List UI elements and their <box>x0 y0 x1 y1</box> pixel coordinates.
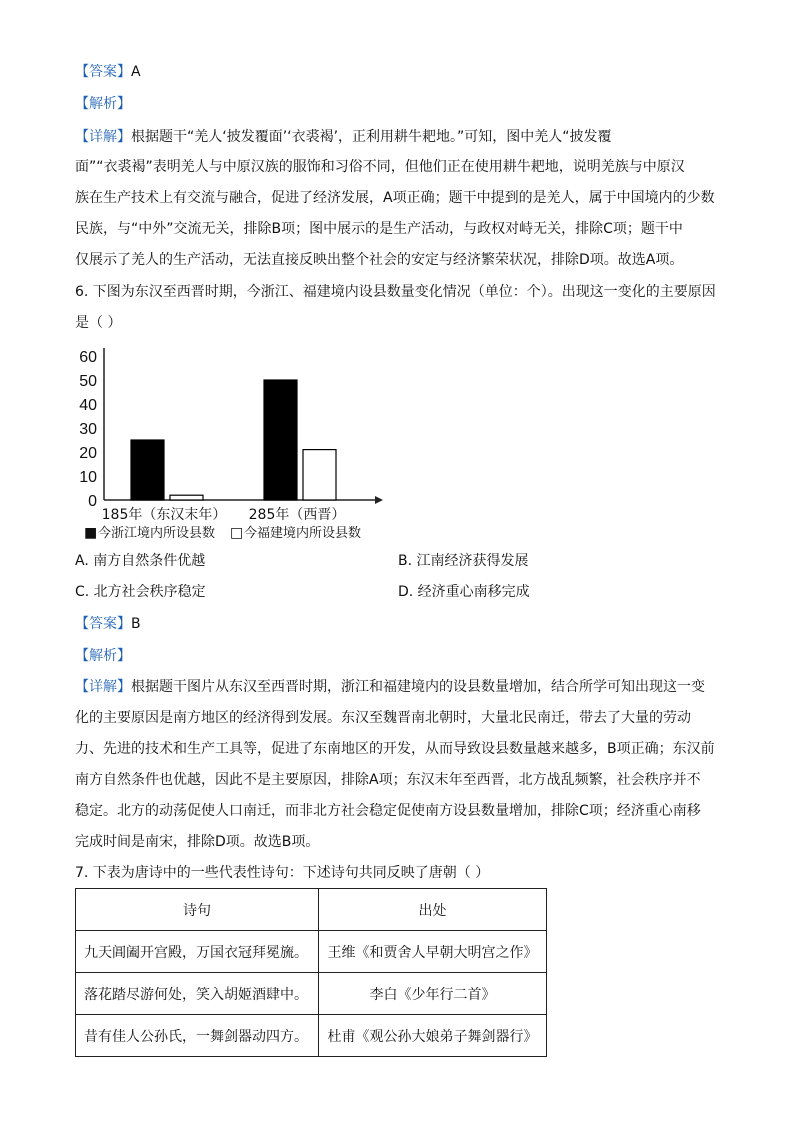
bar <box>170 495 203 500</box>
q5-detail-line-3: 族在生产技术上有交流与融合，促进了经济发展，A项正确；题干中提到的是羌人，属于中国境内的少数 <box>75 190 715 206</box>
q6-detail-line-4: 南方自然条件也优越，因此不是主要原因，排除A项；东汉末年至西晋，北方战乱频繁，社会秩序并不 <box>75 772 701 788</box>
x-axis-arrow <box>375 496 383 504</box>
bar <box>131 440 164 500</box>
q5-detail-line-2: 面”“衣裘褐”表明羌人与中原汉族的服饰和习俗不同，但他们正在使用耕牛耙地，说明羌族与中原汉 <box>75 159 685 175</box>
q5-detail-line-5: 仅展示了羌人的生产活动，无法直接反映出整个社会的安定与经济繁荣状况，排除D项。故选A项。 <box>75 252 684 268</box>
bar <box>303 450 336 500</box>
q6-answer: 【答案】B <box>75 616 141 632</box>
q5-detail-line-4: 民族，与“中外”交流无关，排除B项；图中展示的是生产活动，与政权对峙无关，排除C项；题干中 <box>75 221 683 237</box>
q6-detail-line-3: 力、先进的技术和生产工具等，促进了东南地区的开发，从而导致设县数量越来越多，B项正确；东汉前 <box>75 741 715 757</box>
county-count-chart <box>70 340 390 545</box>
q6-analysis-tag: 【解析】 <box>75 648 131 664</box>
table-row <box>76 973 547 1015</box>
poems-table <box>75 888 547 1057</box>
q6-detail-line-2: 化的主要原因是南方地区的经济得到发展。东汉至魏晋南北朝时，大量北民南迁，带去了大量的劳动 <box>75 710 691 726</box>
y-tick-label: 50 <box>79 373 97 390</box>
legend-marker: ■ <box>84 525 98 541</box>
answer-value: A <box>131 64 141 80</box>
header-source: 出处 <box>319 889 547 931</box>
answer-tag: 【答案】 <box>75 64 131 80</box>
detail-tag: 【详解】 <box>75 129 131 145</box>
header-poem: 诗句 <box>76 889 319 931</box>
x-tick-label: 185年（东汉末年） <box>101 507 227 523</box>
q6-detail-line-5: 稳定。北方的动荡促使人口南迁，而非北方社会稳定促使南方设县数量增加，排除C项；经济重心南移 <box>75 803 701 819</box>
q6-stem-line-2: 是（ ） <box>75 315 122 331</box>
source-cell: 李白《少年行二首》 <box>319 973 547 1015</box>
source-cell: 杜甫《观公孙大娘弟子舞剑器行》 <box>319 1015 547 1057</box>
table-row <box>76 931 547 973</box>
q6-detail-line-6: 完成时间是南宋，排除D项。故选B项。 <box>75 834 320 850</box>
table-row <box>76 1015 547 1057</box>
q7-stem: 7. 下表为唐诗中的一些代表性诗句：下述诗句共同反映了唐朝（ ） <box>75 865 490 881</box>
q6-option-c: C. 北方社会秩序稳定 <box>75 584 206 600</box>
y-tick-label: 60 <box>79 349 97 366</box>
source-cell: 王维《和贾舍人早朝大明宫之作》 <box>319 931 547 973</box>
q5-answer <box>75 62 141 82</box>
bar-chart-svg <box>70 340 390 545</box>
table-header-row <box>76 889 547 931</box>
x-tick-label: 285年（西晋） <box>248 507 346 523</box>
legend-marker: □ <box>230 525 244 541</box>
y-tick-label: 40 <box>79 397 97 414</box>
legend-label: 今浙江境内所设县数 <box>98 526 216 541</box>
poem-cell: 昔有佳人公孙氏，一舞剑器动四方。 <box>76 1015 319 1057</box>
y-tick-label: 20 <box>79 445 97 462</box>
legend-label: 今福建境内所设县数 <box>244 526 362 541</box>
q6-option-d: D. 经济重心南移完成 <box>398 584 530 600</box>
poem-cell: 落花踏尽游何处，笑入胡姬酒肆中。 <box>76 973 319 1015</box>
q5-detail-line-1: 【详解】根据题干“羌人‘披发覆面’‘衣裘褐’，正利用耕牛耙地。”可知，图中羌人“披发覆 <box>75 129 612 145</box>
y-tick-label: 30 <box>79 421 97 438</box>
q6-option-a: A. 南方自然条件优越 <box>75 553 206 569</box>
poem-cell: 九天阊阖开宫殿，万国衣冠拜冕旒。 <box>76 931 319 973</box>
y-tick-label: 10 <box>79 469 97 486</box>
q6-detail-line-1: 【详解】根据题干图片从东汉至西晋时期，浙江和福建境内的设县数量增加，结合所学可知出现这一变 <box>75 679 705 695</box>
q6-stem-line-1: 6. 下图为东汉至西晋时期，今浙江、福建境内设县数量变化情况（单位：个）。出现这一变化的主要原因 <box>75 284 716 300</box>
y-tick-label: 0 <box>88 493 97 510</box>
q6-option-b: B. 江南经济获得发展 <box>398 553 529 569</box>
q5-analysis-tag: 【解析】 <box>75 96 131 112</box>
bar <box>264 380 297 500</box>
